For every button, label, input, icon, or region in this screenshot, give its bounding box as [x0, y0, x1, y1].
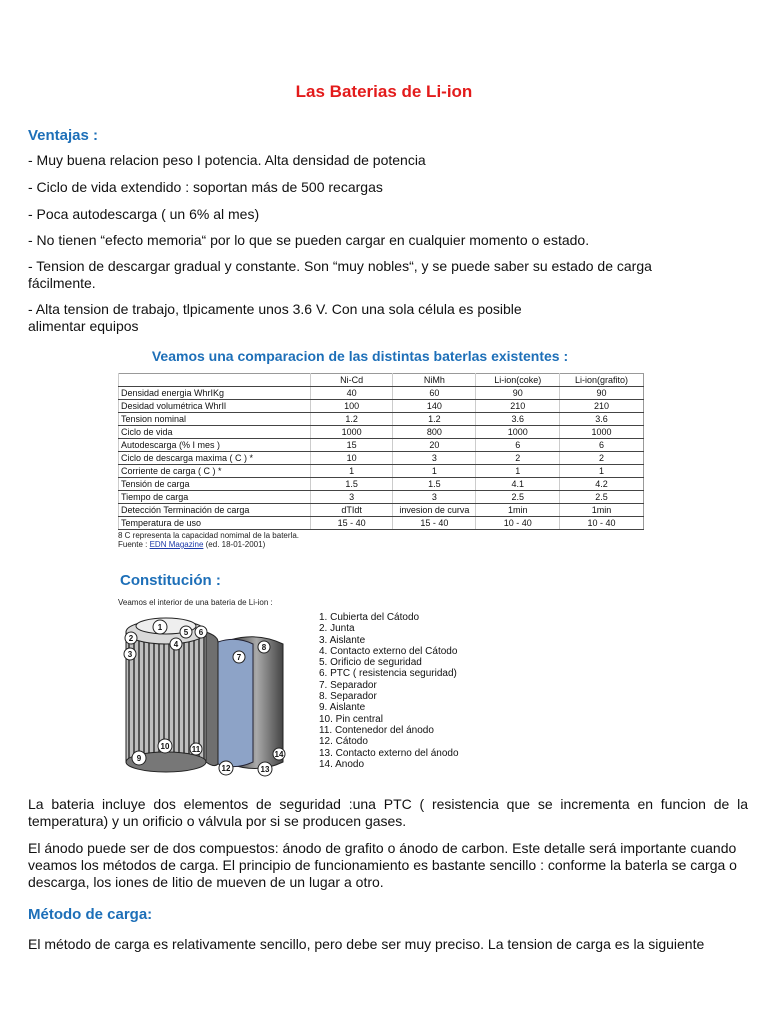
diagram-label: 8 [261, 643, 267, 652]
table-cell: 15 [311, 439, 393, 452]
table-cell: 6 [559, 439, 643, 452]
table-cell: 40 [311, 387, 393, 400]
table-cell: invesion de curva [393, 504, 476, 517]
diagram-label: 2 [128, 634, 134, 643]
table-cell: 1000 [476, 426, 560, 439]
table-row [119, 387, 644, 400]
row-label: Tensión de carga [119, 478, 311, 491]
comparison-caption: Veamos una comparacion de las distintas baterlas existentes : [151, 348, 569, 364]
table-header: Ni-Cd [311, 374, 393, 387]
table-row [119, 439, 644, 452]
constitucion-intro: Veamos el interior de una bateria de Li-ion : [118, 598, 273, 607]
source-suffix: (ed. 18-01-2001) [205, 540, 266, 549]
list-item: 9. Aislante [319, 702, 366, 714]
table-cell: 15 - 40 [311, 517, 393, 530]
ventaja-item: - No tienen “efecto memoria“ por lo que se pueden cargar en cualquier momento o estado. [28, 232, 590, 248]
source-prefix: Fuente : [118, 540, 148, 549]
diagram-label: 9 [136, 754, 142, 763]
table-header: Li-ion(grafito) [559, 374, 643, 387]
row-label: Detección Terminación de carga [119, 504, 311, 517]
diagram-label: 6 [198, 628, 204, 637]
list-item: 8. Separador [319, 691, 377, 703]
table-cell: 210 [559, 400, 643, 413]
ventaja-item: - Ciclo de vida extendido : soportan más de 500 recargas [28, 179, 383, 195]
ventajas-heading: Ventajas : [28, 127, 99, 144]
list-item: 2. Junta [319, 623, 355, 635]
list-item: 10. Pin central [319, 713, 383, 725]
parts-list [301, 612, 459, 770]
table-row [119, 491, 644, 504]
table-cell: 90 [559, 387, 643, 400]
page-title: Las Baterias de Li-ion [295, 82, 473, 101]
table-cell: 1.5 [311, 478, 393, 491]
anode-paragraph: El ánodo puede ser de dos compuestos: ánodo de grafito o ánodo de carbon. Este detalle será importante cuando veamos los métodos de carga. El principio de funcionamiento es bastante sencillo : conforme la baterla se carga o descarga, los iones de litio de mueven de un lugar a otro. [28, 840, 737, 890]
row-label: Ciclo de vida [119, 426, 311, 439]
row-label: Tiempo de carga [119, 491, 311, 504]
row-label: Ciclo de descarga maxima ( C ) * [119, 452, 311, 465]
table-cell: 4.1 [476, 478, 560, 491]
list-item: 5. Orificio de seguridad [319, 657, 422, 669]
table-cell: 2.5 [559, 491, 643, 504]
metodo-heading: Método de carga: [28, 906, 153, 923]
table-cell: 1 [393, 465, 476, 478]
table-cell: 1.2 [393, 413, 476, 426]
table-cell: 15 - 40 [393, 517, 476, 530]
ventaja-item: - Tension de descargar gradual y constante. Son “muy nobles“, y se puede saber su estado de carga fácilmente. [28, 258, 652, 291]
table-cell: 100 [311, 400, 393, 413]
table-header-row [119, 374, 644, 387]
table-cell: 210 [476, 400, 560, 413]
table-header: Li-ion(coke) [476, 374, 560, 387]
table-row [119, 426, 644, 439]
table-row [119, 478, 644, 491]
ventaja-item: - Alta tension de trabajo, tlpicamente unos 3.6 V. Con una sola célula es posible alimentar equipos [28, 301, 522, 334]
safety-paragraph: La bateria incluye dos elementos de seguridad :una PTC ( resistencia que se incrementa en funcion de la temperatura) y un orificio o válvula por si se producen gases. [28, 796, 748, 829]
list-item: 13. Contacto externo del ánodo [319, 747, 459, 759]
row-label: Temperatura de uso [119, 517, 311, 530]
table-cell: 1 [559, 465, 643, 478]
table-cell: 6 [476, 439, 560, 452]
table-cell: 800 [393, 426, 476, 439]
table-cell: 3 [393, 452, 476, 465]
table-cell: 3.6 [559, 413, 643, 426]
diagram-label: 3 [127, 650, 133, 659]
row-label: Autodescarga (% I mes ) [119, 439, 311, 452]
table-row [119, 465, 644, 478]
list-item: 4. Contacto externo del Cátodo [319, 645, 458, 657]
table-cell: 20 [393, 439, 476, 452]
row-label: Desidad volumétrica WhrIl [119, 400, 311, 413]
table-cell: 1.5 [393, 478, 476, 491]
table-cell: 1 [311, 465, 393, 478]
table-cell: 3.6 [476, 413, 560, 426]
diagram-label: 5 [183, 628, 189, 637]
table-cell: 1000 [311, 426, 393, 439]
table-cell: 1min [559, 504, 643, 517]
table-cell: 90 [476, 387, 560, 400]
diagram-label: 11 [191, 745, 201, 754]
row-label: Tension nominal [119, 413, 311, 426]
table-header: NiMh [393, 374, 476, 387]
table-cell: 1min [476, 504, 560, 517]
list-item: 14. Anodo [319, 758, 365, 770]
table-cell: 2 [559, 452, 643, 465]
table-cell: 1 [476, 465, 560, 478]
list-item: 3. Aislante [319, 634, 366, 646]
diagram-label: 13 [260, 765, 270, 774]
diagram-label: 1 [157, 623, 163, 632]
list-item: 6. PTC ( resistencia seguridad) [319, 668, 457, 680]
table-cell: 3 [393, 491, 476, 504]
table-header [119, 374, 311, 387]
metodo-paragraph: El método de carga es relativamente sencillo, pero debe ser muy preciso. La tension de carga es la siguiente [28, 936, 705, 952]
table-row [119, 517, 644, 530]
table-cell: 140 [393, 400, 476, 413]
table-row [119, 504, 644, 517]
diagram-label: 10 [160, 742, 170, 751]
table-row [119, 452, 644, 465]
diagram-label: 12 [221, 764, 231, 773]
table-cell: 10 - 40 [559, 517, 643, 530]
table-cell: 4.2 [559, 478, 643, 491]
table-cell: 1.2 [311, 413, 393, 426]
battery-diagram [118, 612, 298, 782]
list-item: 12. Cátodo [319, 736, 368, 748]
diagram-label: 14 [274, 750, 284, 759]
comparison-table [118, 373, 644, 530]
diagram-label: 7 [236, 653, 242, 662]
table-cell: 3 [311, 491, 393, 504]
table-cell: 10 [311, 452, 393, 465]
table-note: 8 C representa la capacidad nomimal de la baterla. [118, 531, 299, 540]
list-item: 7. Separador [319, 679, 377, 691]
source-link[interactable]: EDN Magazine [149, 540, 204, 549]
table-row [119, 413, 644, 426]
constitucion-heading: Constitución : [120, 572, 221, 589]
table-cell: 2 [476, 452, 560, 465]
list-item: 11. Contenedor del ánodo [319, 724, 434, 736]
row-label: Corriente de carga ( C ) * [119, 465, 311, 478]
table-source [118, 540, 265, 549]
table-row [119, 400, 644, 413]
table-cell: dTIdt [311, 504, 393, 517]
diagram-label: 4 [173, 640, 179, 649]
ventaja-item: - Muy buena relacion peso I potencia. Alta densidad de potencia [28, 152, 426, 168]
list-item: 1. Cubierta del Cátodo [319, 612, 420, 623]
table-cell: 2.5 [476, 491, 560, 504]
ventaja-item: - Poca autodescarga ( un 6% al mes) [28, 206, 260, 222]
row-label: Densidad energia WhrIKg [119, 387, 311, 400]
table-cell: 1000 [559, 426, 643, 439]
table-cell: 60 [393, 387, 476, 400]
table-cell: 10 - 40 [476, 517, 560, 530]
